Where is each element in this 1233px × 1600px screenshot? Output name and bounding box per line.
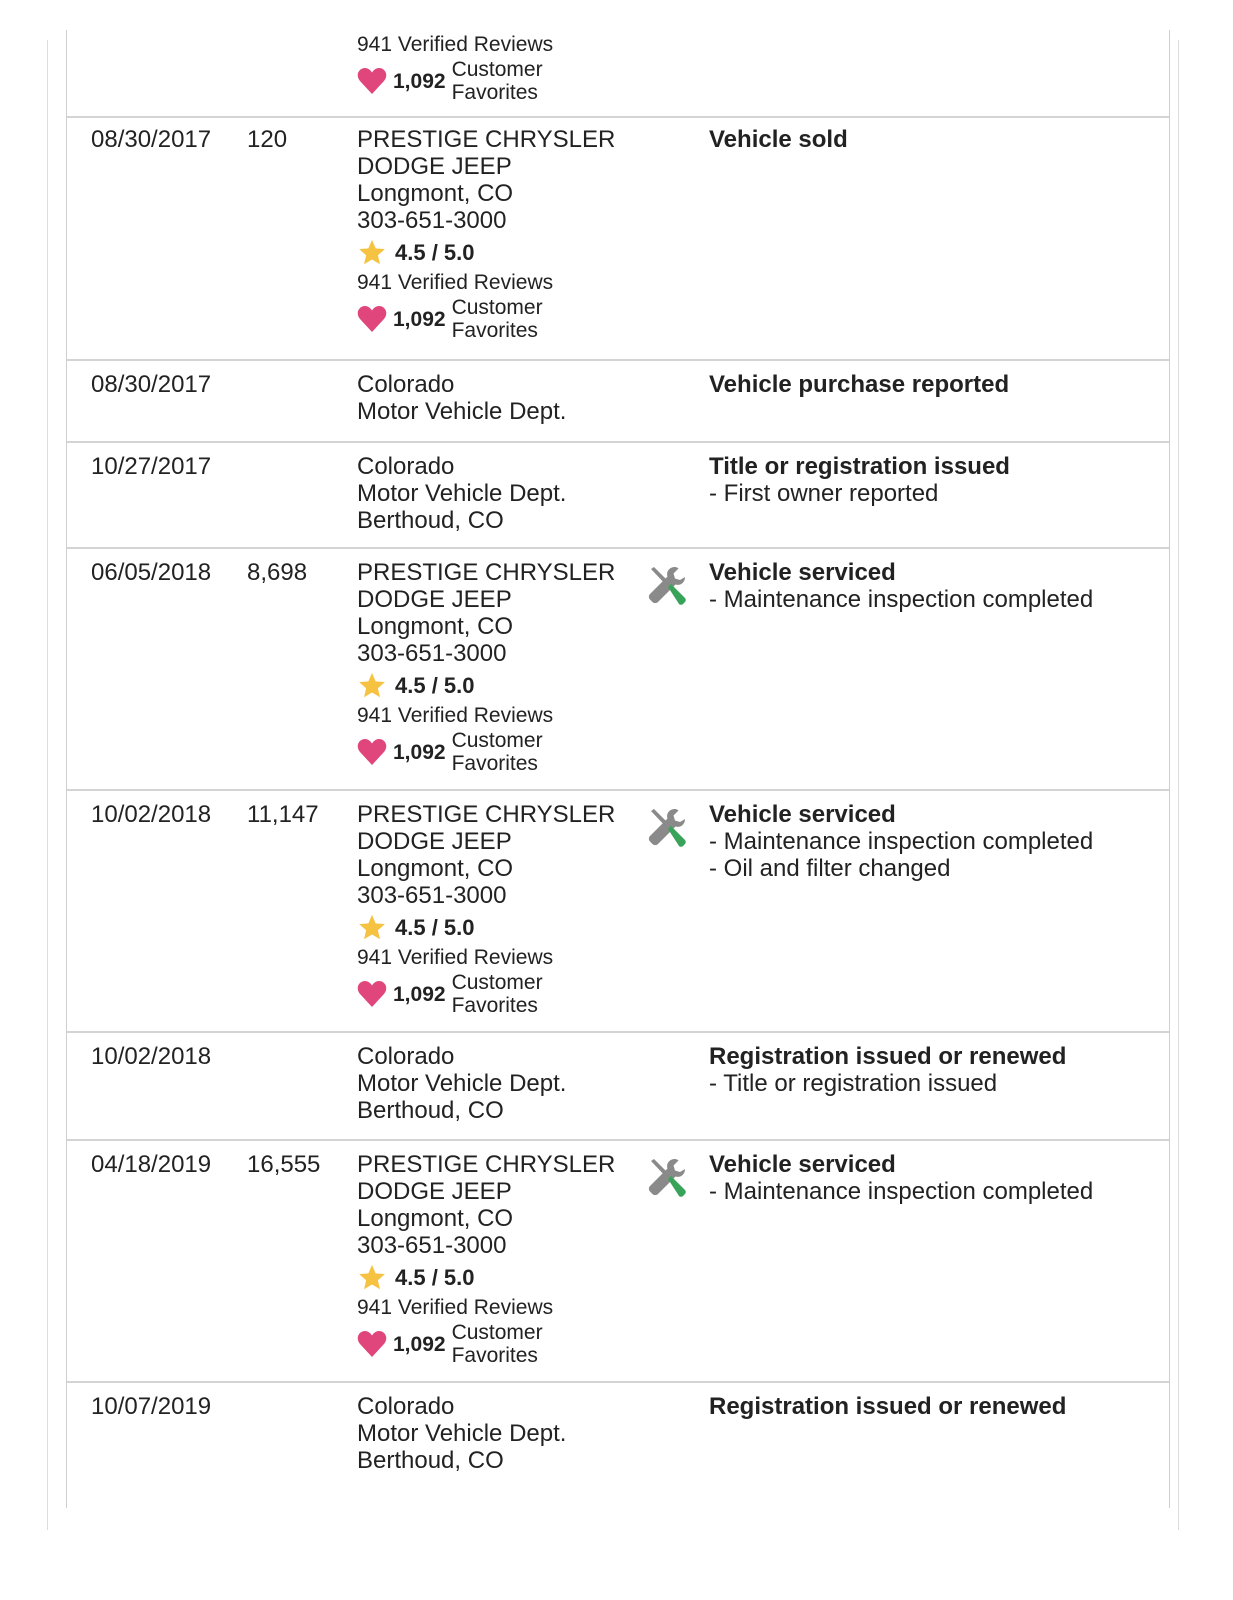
history-row: [67, 1033, 1169, 1141]
star-icon: [357, 238, 387, 268]
source-line: Longmont, CO: [357, 855, 514, 882]
history-row: [67, 549, 1169, 791]
record-details: [709, 559, 1159, 613]
event-detail: - Maintenance inspection completed: [709, 586, 1094, 613]
source-line: 303-651-3000: [357, 207, 507, 234]
favorites-label: Customer Favorites: [451, 296, 543, 342]
heart-icon: [357, 738, 387, 766]
favorites-count: 1,092: [393, 1332, 446, 1356]
dealer-rating: [357, 913, 627, 943]
record-date: 10/07/2019: [91, 1393, 212, 1420]
source-line: DODGE JEEP: [357, 586, 512, 613]
customer-favorites: [357, 971, 627, 1017]
odometer-reading: 16,555: [247, 1151, 321, 1178]
source-line: Motor Vehicle Dept.: [357, 480, 567, 507]
event-title: Vehicle sold: [709, 126, 848, 153]
source-cell: [357, 371, 627, 425]
source-cell: [357, 126, 627, 342]
history-row: [67, 1141, 1169, 1383]
source-line: Longmont, CO: [357, 1205, 514, 1232]
favorites-count: 1,092: [393, 982, 446, 1006]
source-cell: [357, 453, 627, 534]
record-details: [709, 1043, 1159, 1097]
source-line: Motor Vehicle Dept.: [357, 1070, 567, 1097]
source-cell: [357, 1393, 627, 1474]
favorites-count: 1,092: [393, 307, 446, 331]
service-tools-icon: [645, 1155, 689, 1199]
history-table: [66, 30, 1170, 1508]
source-line: 303-651-3000: [357, 882, 507, 909]
source-line: PRESTIGE CHRYSLER: [357, 1151, 616, 1178]
event-title: Registration issued or renewed: [709, 1393, 1067, 1420]
history-row: [67, 791, 1169, 1033]
service-tools-icon: [645, 563, 689, 607]
page-margin-line-left: [47, 40, 48, 1530]
source-line: Berthoud, CO: [357, 1447, 504, 1474]
history-row: [67, 361, 1169, 443]
customer-favorites: [357, 1321, 627, 1367]
source-line: Motor Vehicle Dept.: [357, 1420, 567, 1447]
source-line: PRESTIGE CHRYSLER: [357, 126, 616, 153]
odometer-reading: 120: [247, 126, 288, 153]
star-icon: [357, 913, 387, 943]
rating-value: 4.5 / 5.0: [395, 673, 475, 698]
odometer-reading: 8,698: [247, 559, 308, 586]
star-icon: [357, 671, 387, 701]
source-line: Colorado: [357, 1393, 455, 1420]
record-details: [709, 126, 1159, 153]
source-cell: [357, 1151, 627, 1367]
history-row: [67, 1383, 1169, 1508]
record-date: 08/30/2017: [91, 371, 212, 398]
source-line: DODGE JEEP: [357, 153, 512, 180]
record-details: [709, 801, 1159, 882]
heart-icon: [357, 1330, 387, 1358]
record-details: [709, 453, 1159, 507]
event-detail: - Maintenance inspection completed: [709, 828, 1094, 855]
record-date: 10/27/2017: [91, 453, 212, 480]
heart-icon: [357, 67, 387, 95]
dealer-rating: [357, 1263, 627, 1293]
record-details: [709, 371, 1159, 398]
verified-reviews-link[interactable]: 941 Verified Reviews: [357, 33, 554, 56]
source-line: Colorado: [357, 453, 455, 480]
page-margin-line-right: [1178, 40, 1179, 1530]
verified-reviews-link[interactable]: 941 Verified Reviews: [357, 271, 554, 294]
source-line: PRESTIGE CHRYSLER: [357, 801, 616, 828]
source-cell: [357, 559, 627, 775]
record-details: [709, 1393, 1159, 1420]
history-row: [67, 116, 1169, 361]
verified-reviews-link[interactable]: 941 Verified Reviews: [357, 1296, 554, 1319]
customer-favorites: [357, 58, 627, 104]
history-row-partial: [67, 30, 1169, 118]
rating-value: 4.5 / 5.0: [395, 915, 475, 940]
dealer-rating: [357, 238, 627, 268]
event-title: Vehicle purchase reported: [709, 371, 1010, 398]
favorites-count: 1,092: [393, 740, 446, 764]
source-cell: [357, 30, 627, 104]
rating-value: 4.5 / 5.0: [395, 1265, 475, 1290]
event-detail: - Maintenance inspection completed: [709, 1178, 1094, 1205]
rating-value: 4.5 / 5.0: [395, 240, 475, 265]
favorites-count: 1,092: [393, 69, 446, 93]
customer-favorites: [357, 296, 627, 342]
favorites-label: Customer Favorites: [451, 729, 543, 775]
event-detail: - First owner reported: [709, 480, 939, 507]
source-line: 303-651-3000: [357, 640, 507, 667]
source-line: PRESTIGE CHRYSLER: [357, 559, 616, 586]
source-line: Motor Vehicle Dept.: [357, 398, 567, 425]
event-title: Vehicle serviced: [709, 559, 896, 586]
source-line: Longmont, CO: [357, 180, 514, 207]
record-details: [709, 1151, 1159, 1205]
record-date: 08/30/2017: [91, 126, 212, 153]
history-row: [67, 443, 1169, 549]
record-date: 06/05/2018: [91, 559, 212, 586]
favorites-label: Customer Favorites: [451, 58, 543, 104]
source-line: DODGE JEEP: [357, 828, 512, 855]
record-date: 10/02/2018: [91, 801, 212, 828]
odometer-reading: 11,147: [247, 801, 319, 828]
source-line: Colorado: [357, 371, 455, 398]
verified-reviews-link[interactable]: 941 Verified Reviews: [357, 704, 554, 727]
source-line: DODGE JEEP: [357, 1178, 512, 1205]
dealer-rating: [357, 671, 627, 701]
event-title: Registration issued or renewed: [709, 1043, 1067, 1070]
heart-icon: [357, 980, 387, 1008]
event-detail: - Oil and filter changed: [709, 855, 951, 882]
source-line: 303-651-3000: [357, 1232, 507, 1259]
source-line: Berthoud, CO: [357, 507, 504, 534]
event-title: Title or registration issued: [709, 453, 1010, 480]
customer-favorites: [357, 729, 627, 775]
source-line: Colorado: [357, 1043, 455, 1070]
service-tools-icon: [645, 805, 689, 849]
source-cell: [357, 801, 627, 1017]
favorites-label: Customer Favorites: [451, 971, 543, 1017]
star-icon: [357, 1263, 387, 1293]
event-title: Vehicle serviced: [709, 801, 896, 828]
record-date: 04/18/2019: [91, 1151, 212, 1178]
favorites-label: Customer Favorites: [451, 1321, 543, 1367]
event-title: Vehicle serviced: [709, 1151, 896, 1178]
heart-icon: [357, 305, 387, 333]
record-date: 10/02/2018: [91, 1043, 212, 1070]
verified-reviews-link[interactable]: 941 Verified Reviews: [357, 946, 554, 969]
source-line: Berthoud, CO: [357, 1097, 504, 1124]
source-cell: [357, 1043, 627, 1124]
source-line: Longmont, CO: [357, 613, 514, 640]
event-detail: - Title or registration issued: [709, 1070, 998, 1097]
